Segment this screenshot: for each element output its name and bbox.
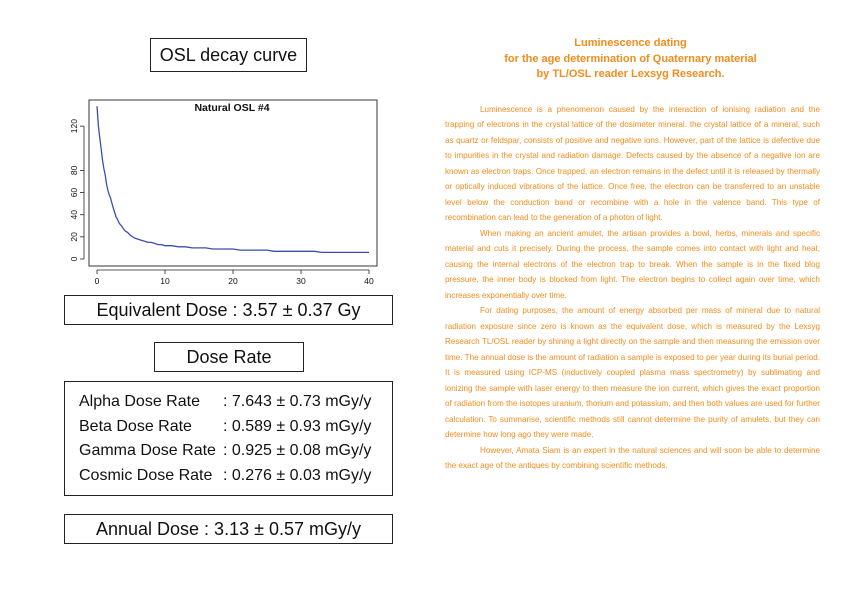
dose-rate-row-beta [79, 415, 392, 440]
dose-rates-box [64, 381, 393, 496]
article-paragraph: When making an ancient amulet, the artisan provides a bowl, herbs, minerals and specific material and cuts it precisely. During the process, the sample comes into contact with light and heat, causing the internal electrons of the electron trap to break. When the sample is in the fixed blog pressure, the inner body is blocked from light. The electron begins to collect again over time, which increases exponentially over time. [445, 228, 820, 300]
equivalent-dose-box [64, 295, 393, 325]
decay-curve-title: OSL decay curve [159, 44, 298, 65]
osl-decay-line [97, 106, 369, 252]
dose-rate-value: : 7.643 ± 0.73 mGy/y [223, 393, 372, 410]
y-tick-label: 40 [69, 209, 79, 220]
osl-decay-chart [60, 96, 380, 292]
dose-rate-label: Alpha Dose Rate [79, 393, 200, 410]
dose-rate-title-box [154, 342, 304, 372]
x-tick-label: 20 [228, 276, 238, 286]
dose-rate-label: Beta Dose Rate [79, 417, 192, 435]
heading-line: by TL/OSL reader Lexsyg Research. [536, 68, 725, 80]
article-paragraph: For dating purposes, the amount of energy absorbed per mass of mineral due to natural radiation exposure since zero is known as the equivalent dose, which is measured by the Lexsyg Research TL/OSL reader by shining a light directly on the sample and then measuring the emission over time. The annual dose is the amount of radiation a sample is exposed to per year during its burial period. It is measured using ICP-MS (inductively coupled plasma mass spectrometry) by sublimating and ionizing the sample with laser energy to then measure the ion current, which gives the exact proportion of radiation from the isotopes uranium, thorium and potassium, and then both values are used for further calculation. To summarise, scientific methods still cannot determine the purity of amulets, but they can determine how long ago they were made. [445, 306, 820, 439]
x-tick-label: 0 [94, 276, 100, 286]
y-tick-label: 60 [69, 187, 79, 198]
dose-rate-row-alpha [79, 390, 392, 415]
dose-rate-label: Cosmic Dose Rate [79, 466, 213, 484]
x-tick-label: 10 [160, 276, 170, 286]
y-tick-label: 0 [69, 256, 79, 262]
article-column [445, 36, 820, 474]
dose-rate-row-cosmic [79, 464, 392, 489]
heading-line: for the age determination of Quaternary material [504, 52, 757, 65]
equivalent-dose-text: Equivalent Dose : 3.57 ± 0.37 Gy [96, 299, 361, 320]
dose-rate-value: : 0.276 ± 0.03 mGy/y [223, 466, 372, 484]
plot-frame [89, 100, 377, 266]
x-tick-label: 40 [364, 276, 374, 286]
y-tick-label: 80 [69, 165, 79, 176]
article-body [445, 102, 820, 474]
annual-dose-text: Annual Dose : 3.13 ± 0.57 mGy/y [95, 518, 362, 539]
dose-rate-title: Dose Rate [186, 346, 272, 367]
y-tick-label: 120 [69, 119, 79, 134]
chart-series [97, 106, 369, 252]
heading-line: Luminescence dating [574, 37, 687, 49]
article-paragraph: However, Amata Siam is an expert in the natural sciences and will soon be able to determine the exact age of the antiques by combining scientific methods. [445, 445, 820, 470]
dose-rate-value: : 0.925 ± 0.08 mGy/y [223, 442, 372, 459]
dose-rate-row-gamma [79, 439, 392, 464]
x-tick-label: 30 [296, 276, 306, 286]
dose-rate-label: Gamma Dose Rate [79, 442, 216, 459]
chart-axes [69, 100, 377, 286]
chart-title: Natural OSL #4 [194, 102, 270, 114]
article-paragraph: Luminescence is a phenomenon caused by the interaction of ionising radiation and the trapping of electrons in the crystal lattice of the dosimeter mineral. the crystal lattice of a mineral, such as quartz or feldspar, consists of positive and negative ions. However, part of the lattice is defective due to impurities in the crystal and radiation damage. Defects caused by the absence of a negative ion are known as electron traps. Once trapped, an electron remains in the defect until it is released by thermally or optically induced vibrations of the lattice. Once free, the electron can be transferred to an unstable level below the conduction band or recombine with a hole in the valence band. This type of recombination can lead to the generation of a photon of light. [445, 104, 820, 222]
article-heading [441, 36, 820, 83]
dose-rate-value: : 0.589 ± 0.93 mGy/y [223, 417, 372, 435]
decay-curve-title-box [150, 38, 307, 72]
y-tick-label: 20 [69, 232, 79, 242]
annual-dose-box [64, 514, 393, 544]
